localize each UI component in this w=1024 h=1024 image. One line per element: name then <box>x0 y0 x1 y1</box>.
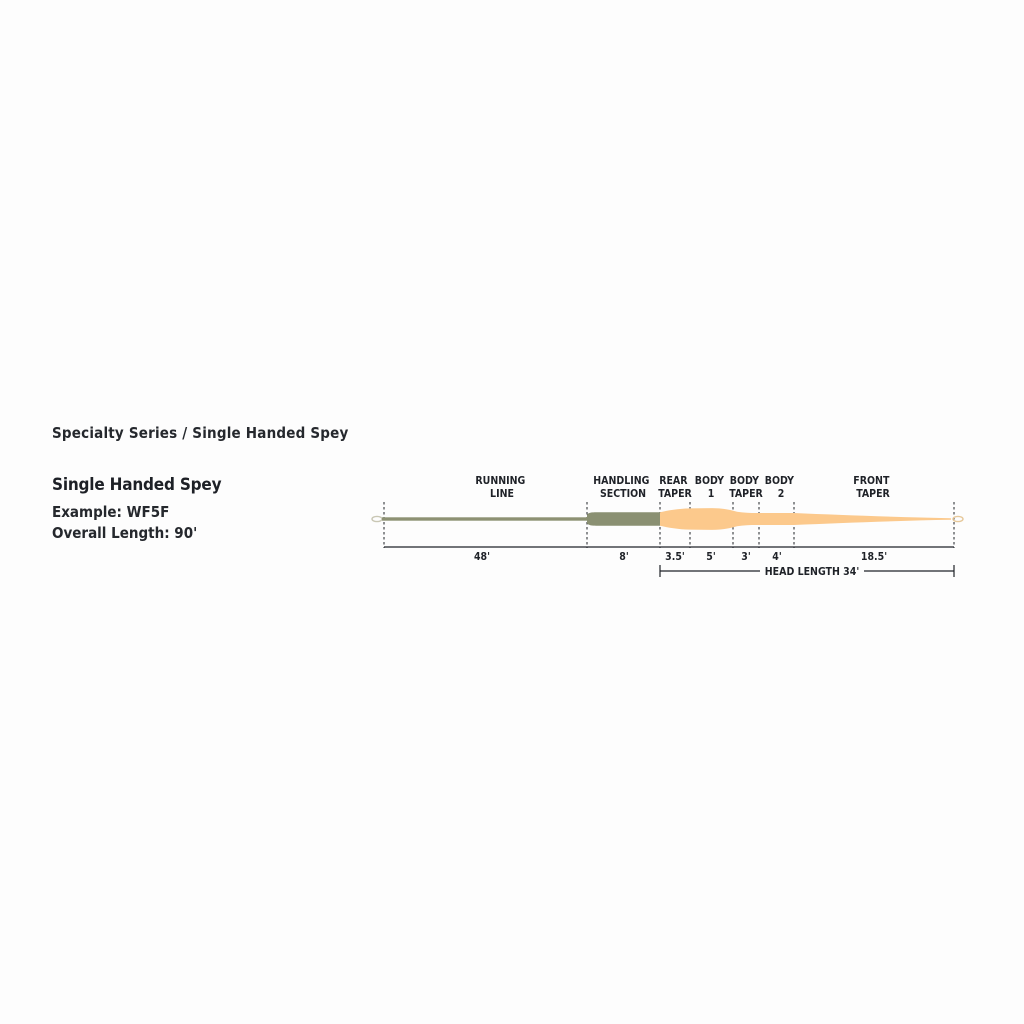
label-running-line-2: LINE <box>490 488 514 500</box>
series-title: Specialty Series / Single Handed Spey <box>52 424 349 442</box>
length-body-taper: 3' <box>741 551 751 563</box>
label-body-taper <box>729 475 763 500</box>
label-body-1-2: 1 <box>707 488 715 500</box>
handling-section-segment <box>587 512 660 525</box>
label-body-1 <box>695 475 727 500</box>
label-running-line-1: RUNNING <box>475 475 526 487</box>
section-lengths <box>474 551 887 563</box>
length-body-2: 4' <box>772 551 782 563</box>
length-handling-section: 8' <box>619 551 629 563</box>
head-length-label: HEAD LENGTH 34' <box>764 566 860 578</box>
head-segment <box>660 508 951 530</box>
fly-line <box>372 508 963 530</box>
running-line-segment <box>382 517 588 520</box>
label-body-1-1: BODY <box>694 475 724 487</box>
product-name: Single Handed Spey <box>52 475 222 495</box>
section-labels <box>475 475 892 500</box>
label-body-taper-2: TAPER <box>729 488 763 500</box>
length-body-1: 5' <box>706 551 716 563</box>
label-rear-taper-1: REAR <box>659 475 688 487</box>
label-body-2 <box>765 475 797 500</box>
label-front-taper <box>853 475 892 500</box>
label-body-taper-1: BODY <box>729 475 759 487</box>
label-handling-section-2: SECTION <box>599 488 647 500</box>
label-handling-section <box>593 475 652 500</box>
label-body-2-2: 2 <box>777 488 785 500</box>
length-running-line: 48' <box>473 551 491 563</box>
label-handling-section-1: HANDLING <box>593 475 650 487</box>
example-line-size: Example: WF5F <box>52 503 170 521</box>
rear-loop <box>372 516 382 521</box>
label-running-line <box>475 475 528 500</box>
label-front-taper-2: TAPER <box>856 488 890 500</box>
label-rear-taper-2: TAPER <box>658 488 692 500</box>
label-rear-taper <box>658 475 692 500</box>
length-rear-taper: 3.5' <box>665 551 685 563</box>
length-front-taper: 18.5' <box>860 551 888 563</box>
label-front-taper-1: FRONT <box>853 475 890 487</box>
label-body-2-1: BODY <box>764 475 794 487</box>
overall-length: Overall Length: 90' <box>52 524 198 542</box>
